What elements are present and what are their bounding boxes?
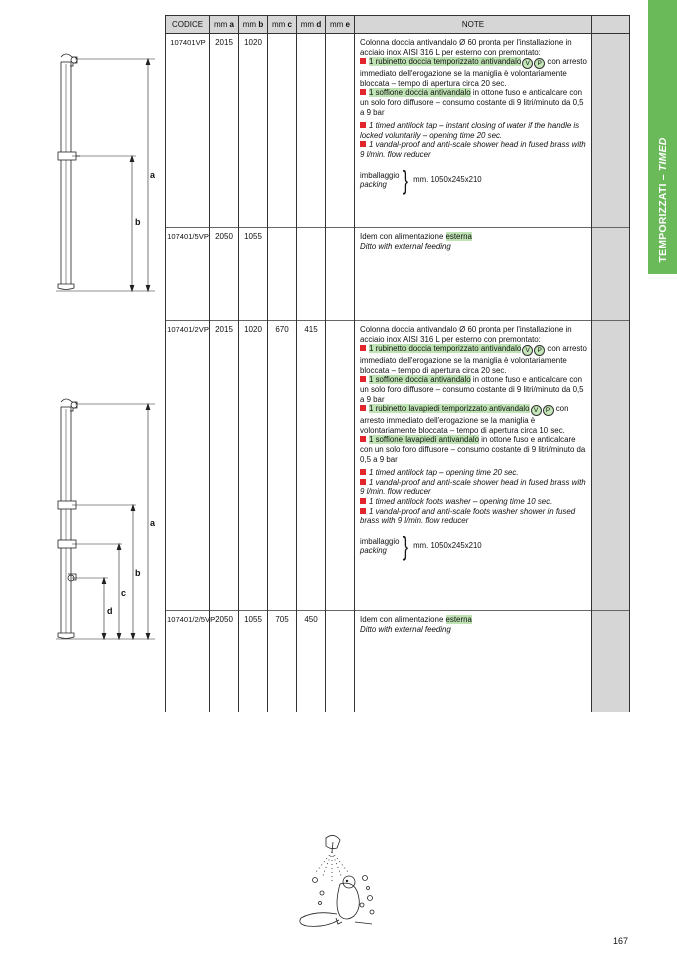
blank-cell — [592, 321, 630, 611]
page-number: 167 — [613, 936, 629, 946]
header-mm-b: mm b — [239, 16, 268, 34]
note-cell: Idem con alimentazione esterna Ditto with external feeding — [355, 228, 592, 321]
dim-c: 670 — [268, 321, 297, 611]
table-row — [166, 34, 630, 228]
product-code: 107401/2VP — [166, 321, 210, 611]
dim-label-a-2: a — [150, 518, 156, 528]
note-item: 1 soffione doccia antivandalo in ottone fuso e anticalcare con un solo foro diffusore – consumo costante di 9 litri/minuto da 0,5 a 9 bar — [360, 88, 584, 117]
packing-info: imballaggio packing } mm. 1050x245x210 — [360, 164, 482, 195]
dim-d — [297, 228, 326, 321]
p-badge-icon: P — [534, 345, 545, 356]
dim-e — [326, 228, 355, 321]
table-row — [166, 321, 630, 611]
note-item-en: 1 vandal-proof and anti-scale shower head in fused brass with 9 l/min. flow reducer — [360, 140, 586, 159]
note-item-en: 1 vandal-proof and anti-scale shower head in fused brass with 9 l/min. flow reducer — [360, 477, 586, 497]
note-intro: Colonna doccia antivandalo Ø 60 pronta per l'installazione in acciaio inox AISI 316 L per esterno con premontato: — [360, 38, 572, 57]
dim-b: 1055 — [239, 228, 268, 321]
bullet-square-icon — [360, 436, 366, 442]
p-badge-icon: P — [534, 58, 545, 69]
dim-a: 2050 — [210, 611, 239, 713]
section-tab-label: TEMPORIZZATI – TIMED — [657, 137, 669, 263]
dim-c — [268, 228, 297, 321]
bullet-square-icon — [360, 405, 366, 411]
shower-column-drawing-2 — [56, 399, 155, 639]
brace-icon: } — [403, 530, 409, 561]
dim-label-d-2: d — [107, 606, 113, 616]
dim-b: 1055 — [239, 611, 268, 713]
bullet-square-icon — [360, 479, 366, 485]
product-code: 107401/5VP — [166, 228, 210, 321]
blank-cell — [592, 228, 630, 321]
product-code: 107401VP — [166, 34, 210, 228]
dim-c: 705 — [268, 611, 297, 713]
note-cell — [355, 34, 592, 228]
bullet-square-icon — [360, 469, 366, 475]
table-row — [166, 228, 630, 321]
packing-info: imballaggio packing } mm. 1050x245x210 — [360, 530, 482, 561]
product-code: 107401/2/5VP — [166, 611, 210, 713]
note-cell — [355, 321, 592, 611]
note-item: 1 rubinetto doccia temporizzato antivandalo V P con arresto immediato dell'erogazione se la maniglia è volontariamente bloccata – tempo di apertura circa 20 sec. — [360, 57, 587, 88]
bullet-square-icon — [360, 89, 366, 95]
note-item: 1 rubinetto doccia temporizzato antivandalo V P con arresto immediato dell'erogazione se la maniglia è volontariamente bloccata – tempo di apertura circa 20 sec. — [360, 344, 587, 375]
p-badge-icon: P — [543, 405, 554, 416]
note-item-en: 1 vandal-proof and anti-scale foots washer shower in fused brass with 9 l/min. flow reducer — [360, 506, 576, 526]
header-mm-d: mm d — [297, 16, 326, 34]
note-cell: Idem con alimentazione esterna Ditto with external feeding — [355, 611, 592, 713]
blank-cell — [592, 611, 630, 713]
dim-b: 1020 — [239, 34, 268, 228]
dim-d: 415 — [297, 321, 326, 611]
shower-column-drawing-1 — [56, 54, 155, 291]
bullet-square-icon — [360, 141, 366, 147]
dim-label-b-1: b — [135, 217, 141, 227]
blank-cell — [592, 34, 630, 228]
dim-a: 2015 — [210, 34, 239, 228]
v-badge-icon: V — [531, 405, 542, 416]
header-blank — [592, 16, 630, 34]
table-row — [166, 611, 630, 713]
header-note: NOTE — [355, 16, 592, 34]
dim-label-a-1: a — [150, 170, 156, 180]
note-item-en: 1 timed antilock tap – opening time 20 sec. — [360, 468, 587, 478]
header-mm-a: mm a — [210, 16, 239, 34]
note-item-en: 1 timed antilock tap – instant closing of water if the handle is locked voluntarily – opening time 20 sec. — [360, 121, 580, 140]
dim-a: 2050 — [210, 228, 239, 321]
note-item: 1 soffione lavapiedi antivandalo in ottone fuso e anticalcare con un solo foro diffusore – consumo costante di 9 litri/minuto da 0,5 a 9 bar — [360, 435, 586, 464]
dim-d: 450 — [297, 611, 326, 713]
dim-e — [326, 321, 355, 611]
dim-b: 1020 — [239, 321, 268, 611]
bullet-square-icon — [360, 122, 366, 128]
bullet-square-icon — [360, 508, 366, 514]
dim-c — [268, 34, 297, 228]
dim-a: 2015 — [210, 321, 239, 611]
bullet-square-icon — [360, 498, 366, 504]
bullet-square-icon — [360, 58, 366, 64]
note-item: 1 rubinetto lavapiedi temporizzato antivandalo V P con arresto immediato dell'erogazione se la maniglia è volontariamente bloccata – tempo di apertura circa 10 sec. — [360, 404, 569, 435]
v-badge-icon: V — [522, 345, 533, 356]
dim-label-b-2: b — [135, 568, 141, 578]
note-intro: Colonna doccia antivandalo Ø 60 pronta per l'installazione in acciaio inox AISI 316 L per esterno con premontato: — [360, 325, 572, 344]
beaver-shower-illustration — [300, 835, 374, 926]
v-badge-icon: V — [522, 58, 533, 69]
header-mm-c: mm c — [268, 16, 297, 34]
product-spec-table — [165, 15, 630, 712]
brace-icon: } — [403, 164, 409, 195]
dim-e — [326, 34, 355, 228]
dim-label-c-2: c — [121, 588, 127, 598]
dim-e — [326, 611, 355, 713]
note-item-en: 1 timed antilock foots washer – opening time 10 sec. — [360, 497, 587, 507]
header-code: CODICE — [166, 16, 210, 34]
dim-d — [297, 34, 326, 228]
note-item: 1 soffione doccia antivandalo in ottone fuso e anticalcare con un solo foro diffusore – consumo costante di 9 litri/minuto da 0,5 a 9 bar — [360, 375, 584, 404]
bullet-square-icon — [360, 376, 366, 382]
header-mm-e: mm e — [326, 16, 355, 34]
bullet-square-icon — [360, 345, 366, 351]
